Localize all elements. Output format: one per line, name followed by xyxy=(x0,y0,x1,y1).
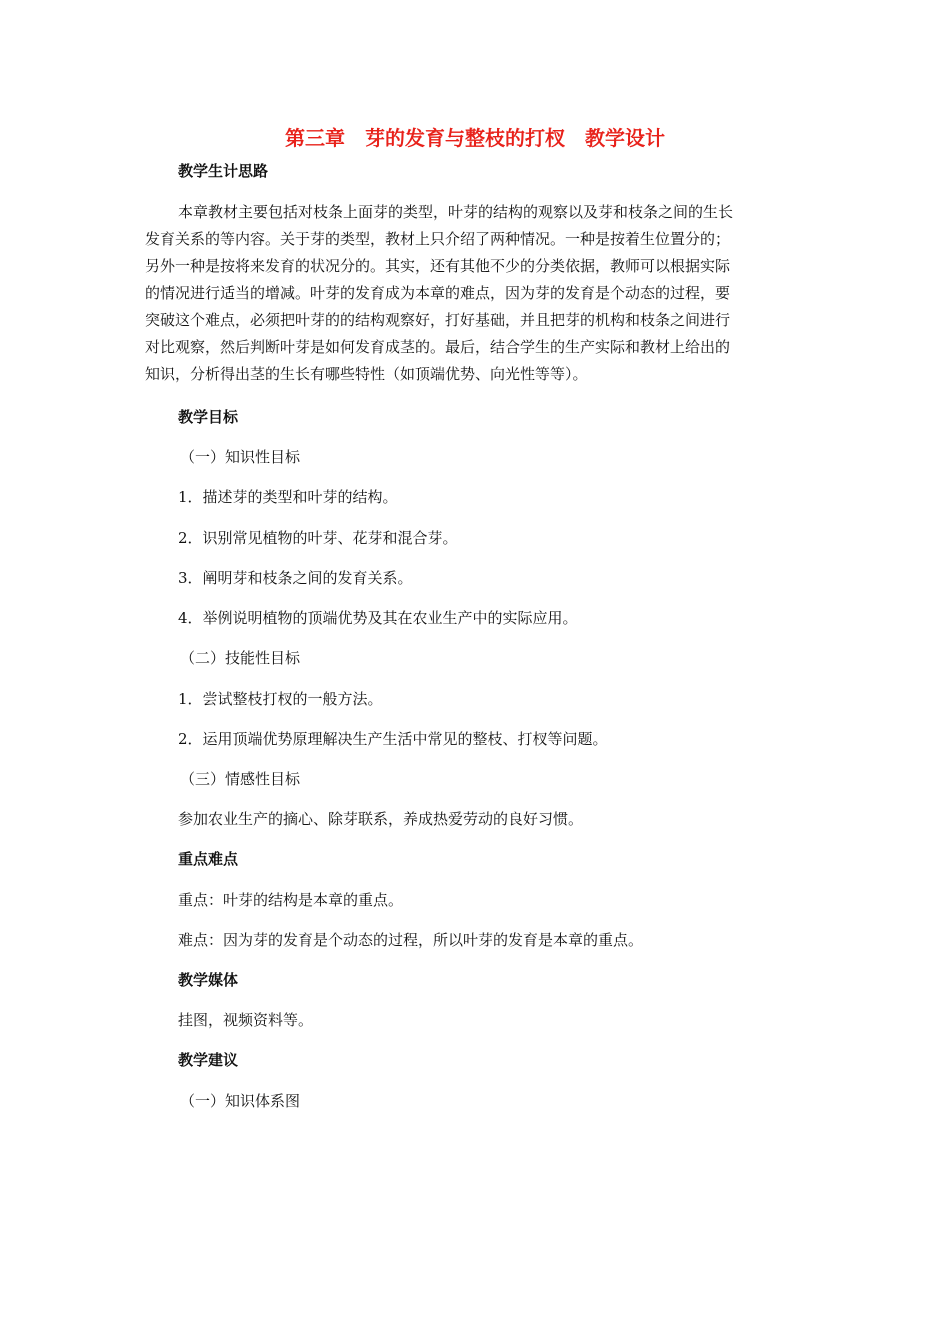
emotion-goal-text: 参加农业生产的摘心、除芽联系，养成热爱劳动的良好习惯。 xyxy=(178,810,584,828)
design-line: 本章教材主要包括对枝条上面芽的类型，叶芽的结构的观察以及芽和枝条之间的生长 xyxy=(178,203,734,221)
document-title: 第三章 芽的发育与整枝的打杈 教学设计 xyxy=(285,126,665,150)
media-heading: 教学媒体 xyxy=(178,971,239,989)
skill-goals-heading: （二）技能性目标 xyxy=(180,649,301,667)
design-line: 突破这个难点，必须把叶芽的的结构观察好，打好基础，并且把芽的机构和枝条之间进行 xyxy=(145,311,731,329)
key-point-text: 重点：叶芽的结构是本章的重点。 xyxy=(178,891,404,909)
key-points-heading: 重点难点 xyxy=(178,850,239,868)
design-paragraph xyxy=(145,199,805,388)
knowledge-goal-item: 4．举例说明植物的顶端优势及其在农业生产中的实际应用。 xyxy=(178,609,578,627)
design-line: 的情况进行适当的增减。叶芽的发育成为本章的难点，因为芽的发育是个动态的过程，要 xyxy=(145,284,731,302)
suggestion-heading: 教学建议 xyxy=(178,1051,239,1069)
design-line: 另外一种是按将来发育的状况分的。其实，还有其他不少的分类依据，教师可以根据实际 xyxy=(145,257,731,275)
skill-goal-item: 2．运用顶端优势原理解决生产生活中常见的整枝、打杈等问题。 xyxy=(178,730,608,748)
knowledge-goal-item: 1．描述芽的类型和叶芽的结构。 xyxy=(178,488,398,506)
design-line: 对比观察，然后判断叶芽是如何发育成茎的。最后，结合学生的生产实际和教材上给出的 xyxy=(145,338,731,356)
goals-heading: 教学目标 xyxy=(178,408,239,426)
knowledge-system-heading: （一）知识体系图 xyxy=(180,1092,301,1110)
design-heading: 教学生计思路 xyxy=(178,162,269,180)
media-text: 挂图，视频资料等。 xyxy=(178,1011,314,1029)
knowledge-goals-heading: （一）知识性目标 xyxy=(180,448,301,466)
difficult-point-text: 难点：因为芽的发育是个动态的过程，所以叶芽的发育是本章的重点。 xyxy=(178,931,644,949)
knowledge-goal-item: 2．识别常见植物的叶芽、花芽和混合芽。 xyxy=(178,529,458,547)
knowledge-goal-item: 3．阐明芽和枝条之间的发育关系。 xyxy=(178,569,413,587)
emotion-goals-heading: （三）情感性目标 xyxy=(180,770,301,788)
design-line: 发育关系的等内容。关于芽的类型，教材上只介绍了两种情况。一种是按着生位置分的； xyxy=(145,230,731,248)
skill-goal-item: 1．尝试整枝打杈的一般方法。 xyxy=(178,690,383,708)
design-line: 知识，分析得出茎的生长有哪些特性（如顶端优势、向光性等等）。 xyxy=(145,365,588,383)
